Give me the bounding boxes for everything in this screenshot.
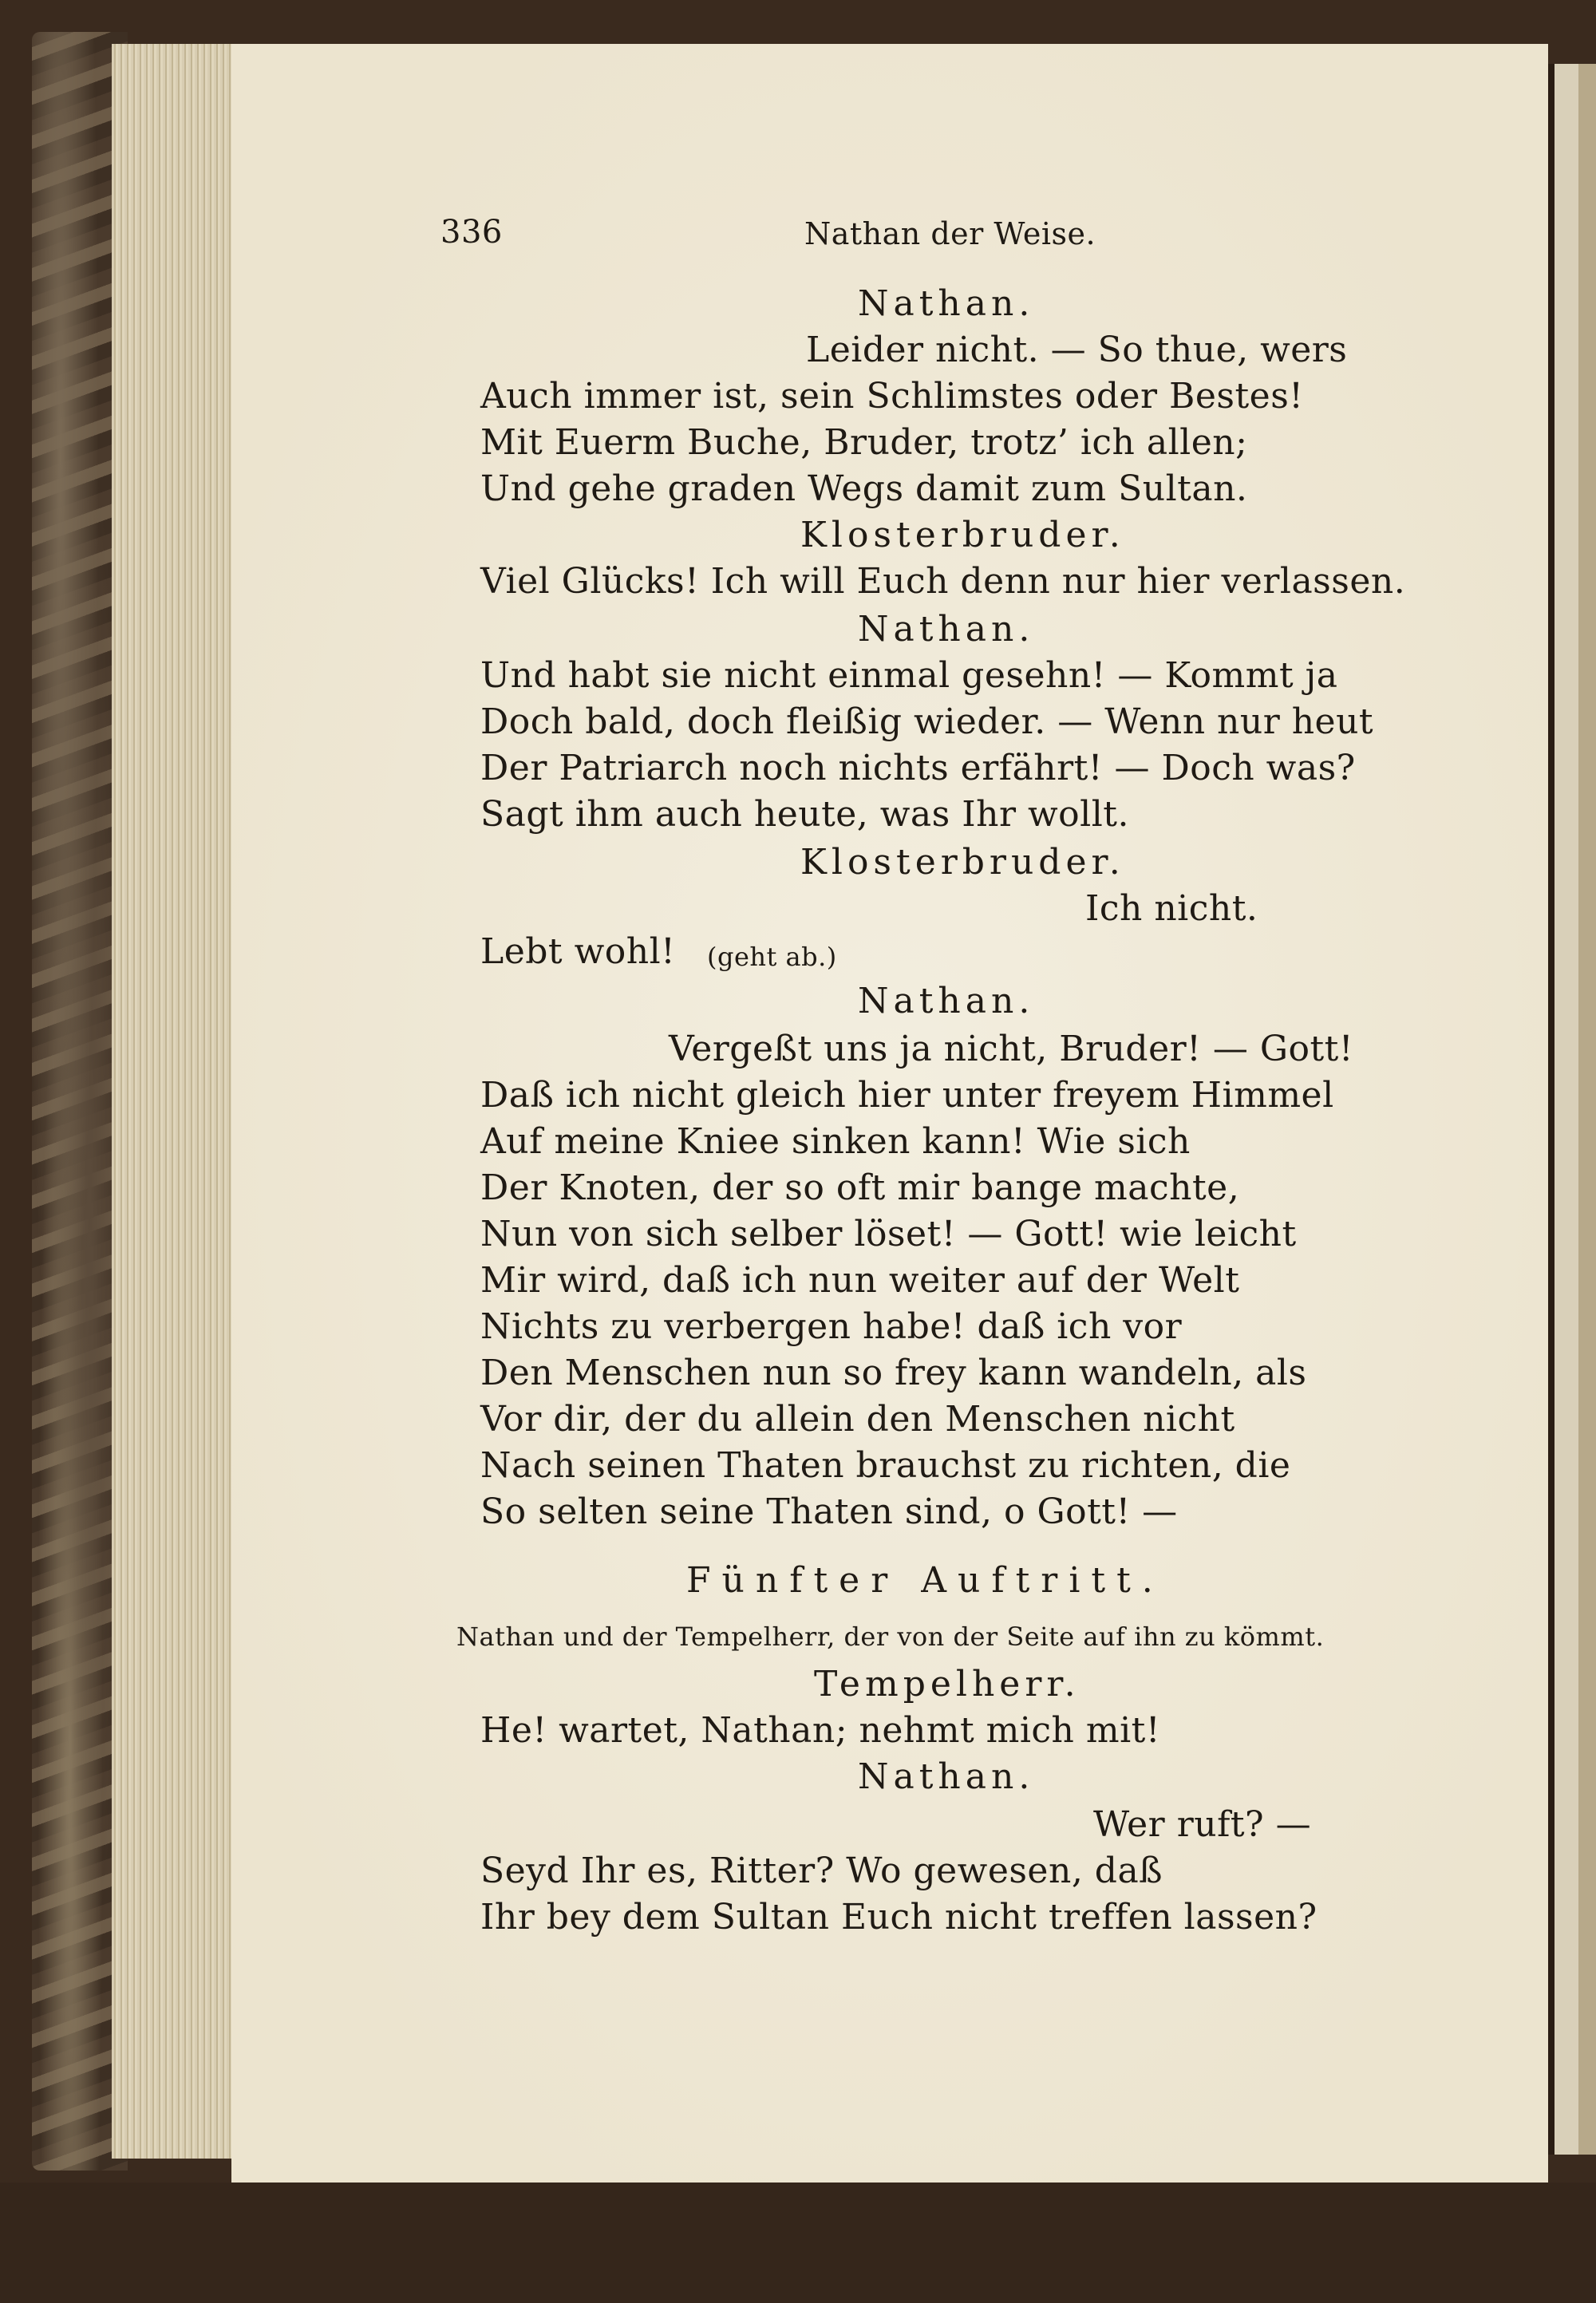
verse-line: Vergeßt uns ja nicht, Bruder! — Gott! (669, 1029, 1354, 1069)
verse-line: Nach seinen Thaten brauchst zu richten, die (480, 1445, 1291, 1486)
speaker-label: Nathan. (858, 1756, 1035, 1797)
speaker-label: Nathan. (858, 981, 1035, 1021)
verse-line: Und gehe graden Wegs damit zum Sultan. (480, 468, 1248, 509)
verse-line: Viel Glücks! Ich will Euch denn nur hier verlassen. (480, 561, 1406, 602)
verse-line: Nun von sich selber löset! — Gott! wie leicht (480, 1214, 1297, 1254)
speaker-label: Tempelherr. (814, 1664, 1080, 1705)
verse-line: So selten seine Thaten sind, o Gott! — (480, 1491, 1178, 1532)
background-strip (0, 2183, 1596, 2303)
verse-line: Sagt ihm auch heute, was Ihr wollt. (480, 794, 1129, 835)
verse-line: Seyd Ihr es, Ritter? Wo gewesen, daß (480, 1851, 1163, 1891)
verse-line: Den Menschen nun so frey kann wandeln, als (480, 1353, 1307, 1393)
running-title: Nathan der Weise. (804, 216, 1096, 251)
speaker-label: Nathan. (858, 283, 1035, 324)
verse-line: Daß ich nicht gleich hier unter freyem Himmel (480, 1075, 1334, 1116)
verse-line: Doch bald, doch fleißig wieder. — Wenn nur heut (480, 701, 1374, 742)
verse-line: Und habt sie nicht einmal gesehn! — Kommt ja (480, 655, 1338, 696)
page-edges (112, 44, 231, 2159)
stage-direction: Nathan und der Tempelherr, der von der Seite auf ihn zu kömmt. (456, 1622, 1325, 1652)
verse-line: Auf meine Kniee sinken kann! Wie sich (480, 1121, 1191, 1162)
verse-line: Ihr bey dem Sultan Euch nicht treffen lassen? (480, 1897, 1317, 1938)
speaker-label: Klosterbruder. (800, 515, 1125, 555)
verse-line: Leider nicht. — So thue, wers (806, 330, 1348, 370)
verse-line: Der Knoten, der so oft mir bange machte, (480, 1167, 1240, 1208)
verse-line: Wer ruft? — (1093, 1804, 1312, 1845)
verse-line: Der Patriarch noch nichts erfährt! — Doch was? (480, 748, 1356, 788)
page-text (231, 44, 1548, 2183)
speaker-label: Nathan. (858, 609, 1035, 650)
speaker-label: Klosterbruder. (800, 842, 1125, 883)
verse-line: Mit Euerm Buche, Bruder, trotz’ ich allen; (480, 422, 1248, 463)
verse-line: Nichts zu verbergen habe! daß ich vor (480, 1306, 1183, 1347)
verse-line: Auch immer ist, sein Schlimstes oder Bestes! (480, 376, 1304, 417)
verse-line: Lebt wohl! (480, 931, 676, 972)
facing-page-edge (1548, 64, 1596, 2155)
stage-direction: (geht ab.) (707, 942, 837, 972)
verse-line: Mir wird, daß ich nun weiter auf der Welt (480, 1260, 1240, 1301)
verse-line: Vor dir, der du allein den Menschen nicht (480, 1399, 1235, 1440)
verse-line: Ich nicht. (1085, 888, 1258, 929)
page-number: 336 (440, 214, 503, 251)
scene-heading: Fünfter Auftritt. (686, 1560, 1164, 1601)
verse-line: He! wartet, Nathan; nehmt mich mit! (480, 1710, 1161, 1751)
